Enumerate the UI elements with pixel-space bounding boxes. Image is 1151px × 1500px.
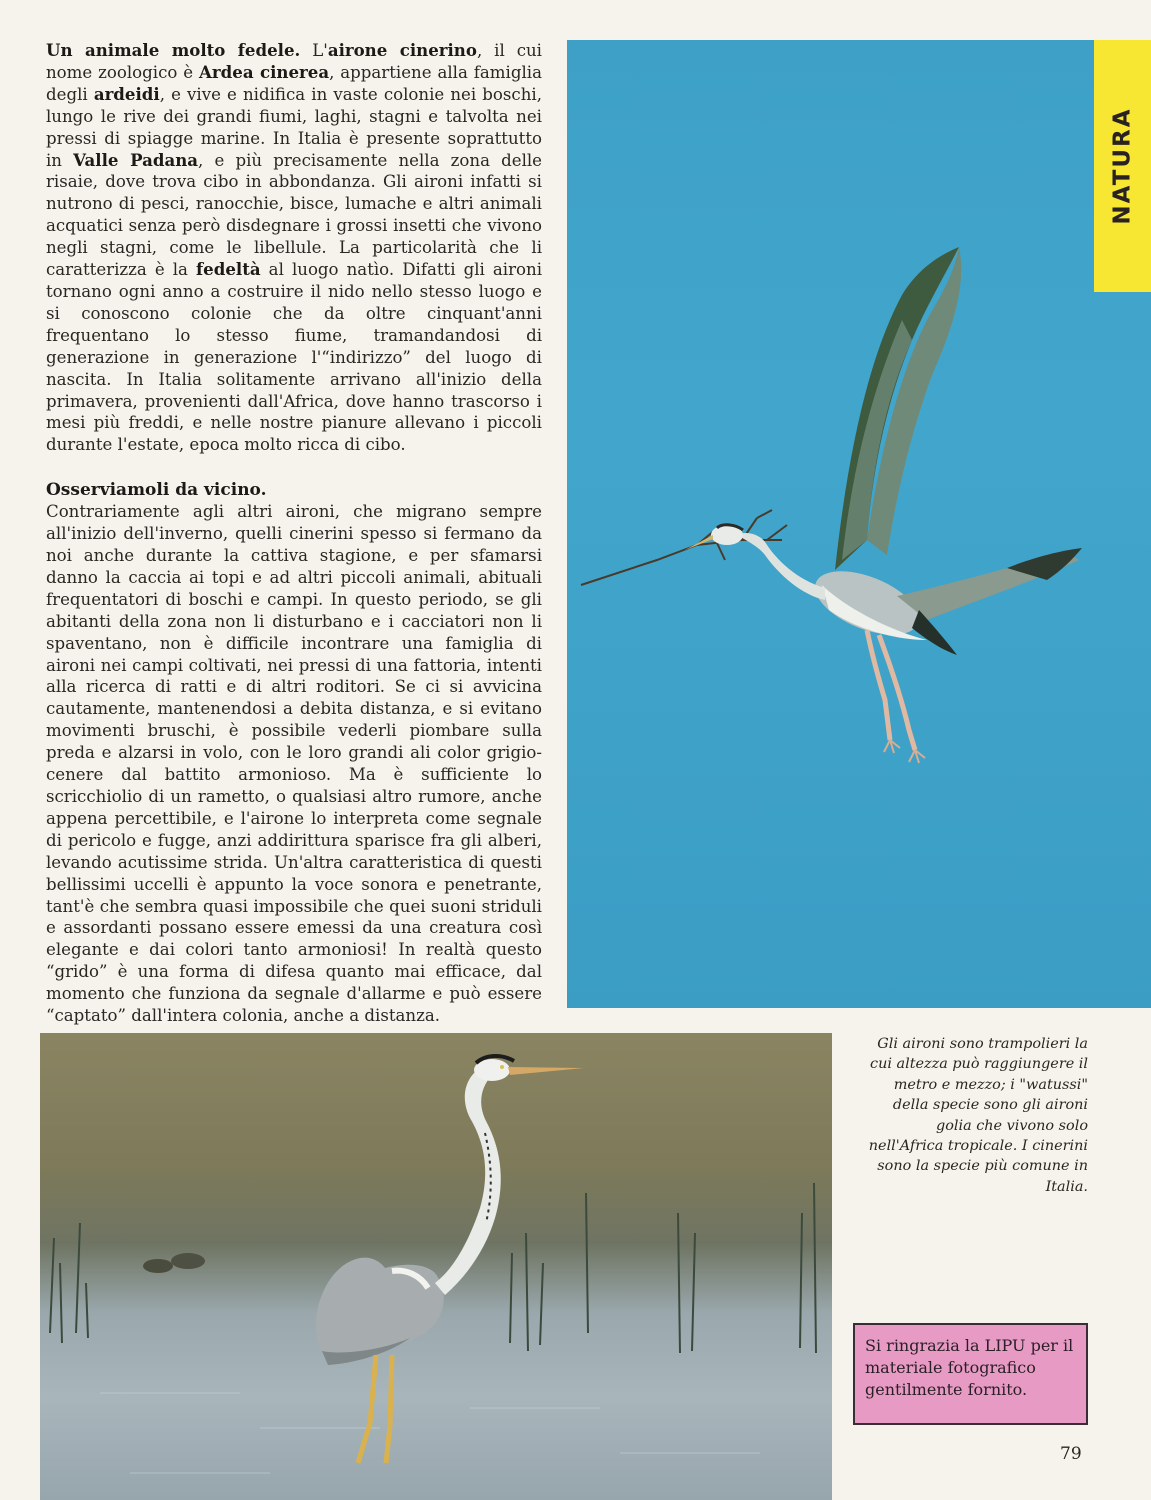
section-tab-label: NATURA (1109, 107, 1136, 225)
paragraph-text: L' (300, 41, 328, 60)
page-number: 79 (1060, 1444, 1082, 1464)
article-paragraph-observe: Contrariamente agli altri aironi, che migrano sempre all'inizio dell'inverno, quelli cinerini spesso si fermano da noi anche durante la cattiva stagione, e per sfamarsi danno la caccia ai topi e ad altri piccoli animali, abituali frequentatori di boschi e campi. In questo periodo, se gli abitanti della zona non li disturbano e i cacciatori non li spaventano, non è difficile incontrare una famiglia di aironi nei campi coltivati, nei pressi di una fattoria, intenti alla ricerca di ratti e di altri roditori. Se ci si avvicina cautamente, mantenendosi a debita distanza, e si evitano movimenti bruschi, è possibile vederli piombare sulla preda e alzarsi in volo, con le loro grandi ali color grigio-cenere dal battito armonioso. Ma è sufficiente lo scricchiolio di un rametto, o qualsiasi altro rumore, anche appena percettibile, e l'airone lo interpreta come segnale di pericolo e fugge, anzi addirittura sparisce fra gli alberi, levando acutissime strida. Un'altra caratteristica di questi bellissimi uccelli è appunto la voce sonora e penetrante, tant'è che sembra quasi impossibile che quei suoni striduli e assordanti possano essere emessi da una creatura così elegante e dai colori tanto armoniosi! In realtà questo “grido” è una forma di difesa quanto mai efficace, dal momento che funziona da segnale d'allarme e può essere “captato” dall'intera colonia, anche a distanza. (46, 502, 542, 1026)
standing-heron-photo (40, 1033, 832, 1500)
photo-credit-box: Si ringrazia la LIPU per il materiale fotografico gentilmente fornito. (853, 1323, 1088, 1425)
bold-term: fedeltà (196, 259, 261, 280)
bold-term: ardeidi (93, 83, 160, 104)
paragraph-text: , appartiene alla famiglia degli (46, 62, 542, 104)
bold-term: Valle Padana (73, 149, 199, 170)
article-body (46, 40, 542, 1027)
standing-heron-illustration (40, 1033, 832, 1500)
section-heading: Osserviamoli da vicino. (46, 480, 267, 501)
paragraph-text: , e più precisamente nella zona delle risaie, dove trova cibo in abbondanza. Gli aironi infatti si nutrono di pesci, ranocchie, bisce, lumache e altri animali acquatici senza però disdegnare i grossi insetti che vivono negli stagni, come le libellule. La particolarità che li caratterizza è la (46, 150, 542, 280)
photo-caption: Gli aironi sono trampolieri la cui altezza può raggiungere il metro e mezzo; i "watussi" della specie sono gli aironi golia che vivono solo nell'Africa tropicale. I cinerini sono la specie più comune in Italia. (868, 1036, 1088, 1195)
section-tab-natura (1094, 40, 1151, 292)
paragraph-text: al luogo natìo. Difatti gli aironi tornano ogni anno a costruire il nido nello stesso luogo e si conoscono colonie che da oltre cinquant'anni frequentano lo stesso fiume, tramandandosi di generazione in generazione l'“indirizzo” del luogo di nascita. In Italia solitamente arrivano all'inizio della primavera, provenienti dall'Africa, dove hanno trascorso i mesi più freddi, e nelle nostre pianure allevano i piccoli durante l'estate, epoca molto ricca di cibo. (46, 260, 542, 455)
bold-term: airone cinerino (327, 40, 477, 60)
flying-heron-illustration (567, 40, 1151, 1008)
article-paragraph-intro (46, 40, 542, 456)
paragraph-text: , il cui nome zoologico è (46, 41, 542, 82)
flying-heron-photo (567, 40, 1151, 1008)
bold-term: Ardea cinerea (199, 61, 330, 82)
bold-term: Un animale molto fedele. (46, 40, 301, 60)
paragraph-text: , e vive e nidifica in vaste colonie nei boschi, lungo le rive dei grandi fiumi, laghi, stagni e talvolta nei pressi di spiagge marine. In Italia è presente soprattutto in (46, 84, 542, 170)
